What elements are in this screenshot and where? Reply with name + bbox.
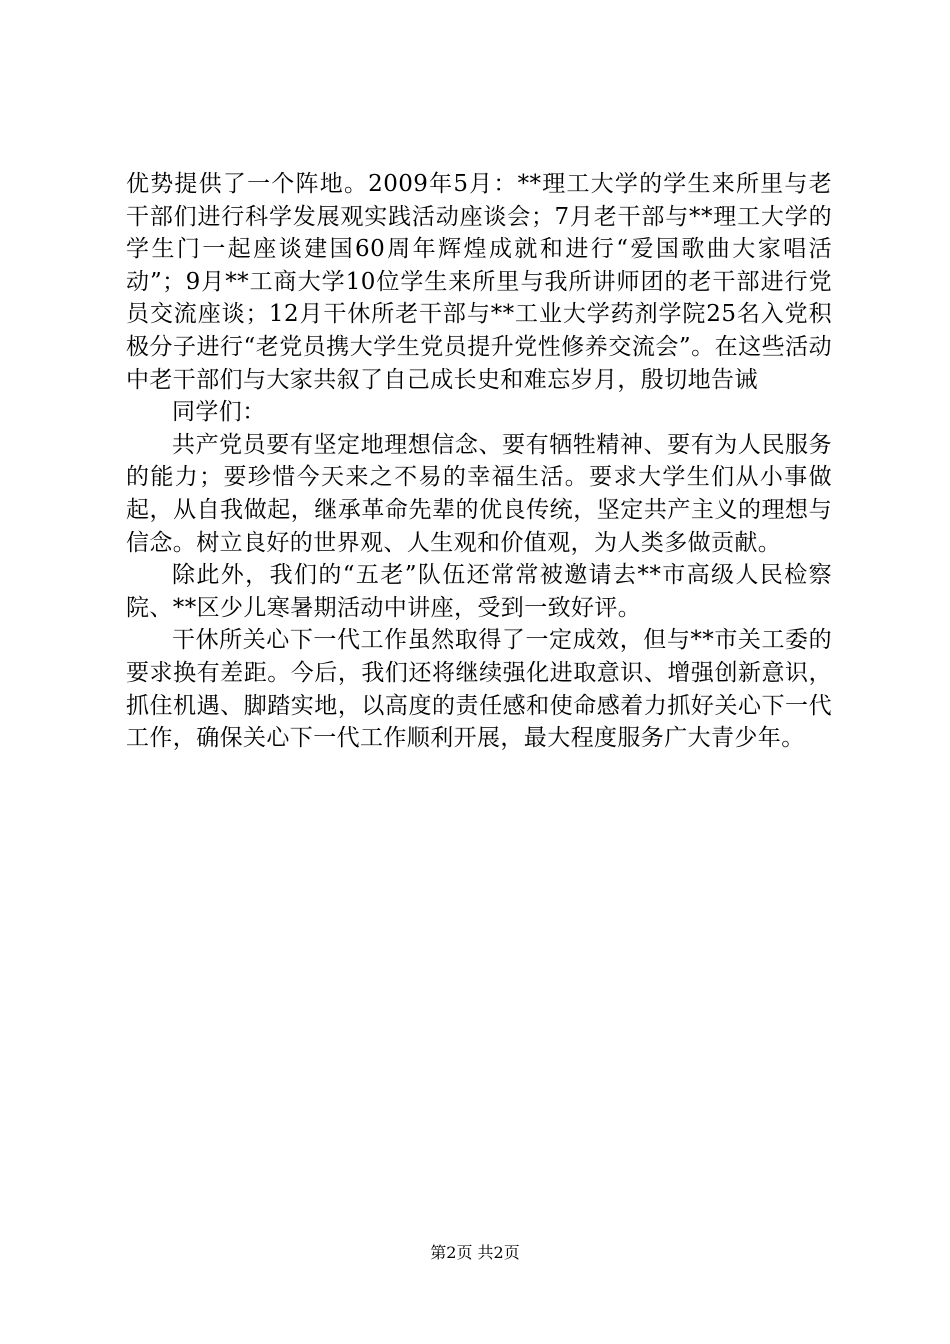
paragraph-2: 同学们： <box>172 399 266 426</box>
document-body <box>126 168 832 755</box>
paragraph-1: 优势提供了一个阵地。2009年5月：**理工大学的学生来所里与老干部们进行科学发展观实践活动座谈会；7月老干部与**理工大学的学生门一起座谈建国60周年辉煌成就和进行“爱国歌曲大家唱活动”；9月**工商大学10位学生来所里与我所讲师团的老干部进行党员交流座谈；12月干休所老干部与**工业大学药剂学院25名入党积极分子进行“老党员携大学生党员提升党性修养交流会”。在这些活动中老干部们与大家共叙了自己成长史和难忘岁月，殷切地告诫 <box>126 171 832 393</box>
page-footer: 第2页 共2页 <box>430 1243 520 1262</box>
paragraph-5: 干休所关心下一代工作虽然取得了一定成效，但与**市关工委的要求换有差距。今后，我们还将继续强化进取意识、增强创新意识，抓住机遇、脚踏实地，以高度的责任感和使命感着力抓好关心下一代工作，确保关心下一代工作顺利开展，最大程度服务广大青少年。 <box>126 627 832 752</box>
paragraph-3: 共产党员要有坚定地理想信念、要有牺牲精神、要有为人民服务的能力；要珍惜今天来之不易的幸福生活。要求大学生们从小事做起，从自我做起，继承革命先辈的优良传统，坚定共产主义的理想与信念。树立良好的世界观、人生观和价值观，为人类多做贡献。 <box>126 431 832 556</box>
paragraph-4: 除此外，我们的“五老”队伍还常常被邀请去**市高级人民检察院、**区少儿寒暑期活动中讲座，受到一致好评。 <box>126 562 832 621</box>
